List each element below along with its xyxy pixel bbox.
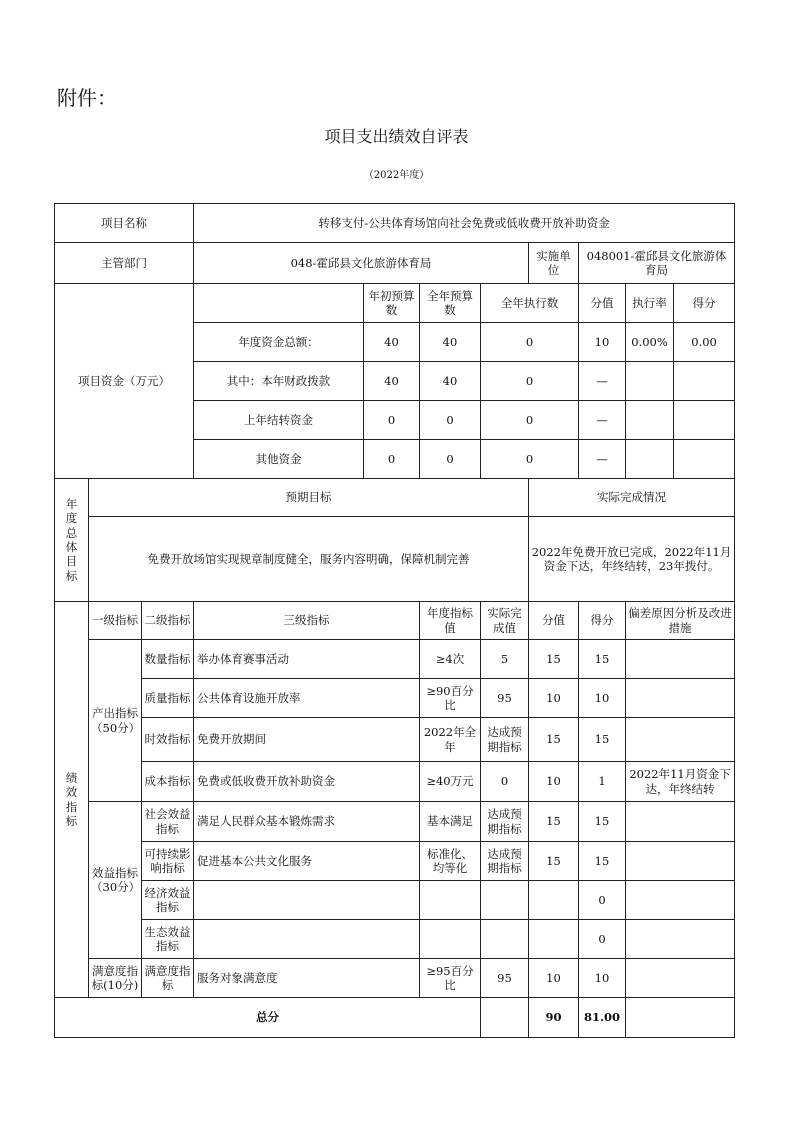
group-satisfaction: 满意度指标(10分) xyxy=(89,959,142,998)
actual-cell xyxy=(481,881,529,920)
level2-cell: 数量指标 xyxy=(142,640,194,679)
target-cell xyxy=(420,881,481,920)
page-title: 项目支出绩效自评表 xyxy=(324,127,469,146)
level2-cell: 生态效益指标 xyxy=(142,920,194,959)
score-cell: 0 xyxy=(579,881,626,920)
value-cell: 15 xyxy=(529,842,579,881)
header-level3: 三级指标 xyxy=(194,602,420,640)
target-cell: ≥90百分比 xyxy=(420,679,481,718)
level2-cell: 满意度指标 xyxy=(142,959,194,998)
deviation-cell xyxy=(626,718,735,762)
group-output: 产出指标（50分） xyxy=(89,640,142,802)
target-cell: 2022年全年 xyxy=(420,718,481,762)
level3-cell: 公共体育设施开放率 xyxy=(194,679,420,718)
level2-cell: 时效指标 xyxy=(142,718,194,762)
actual-cell xyxy=(481,920,529,959)
level3-cell: 举办体育赛事活动 xyxy=(194,640,420,679)
value-cell: 15 xyxy=(529,640,579,679)
deviation-cell xyxy=(626,881,735,920)
funds-header-value: 分值 xyxy=(579,284,626,323)
value-cell xyxy=(529,881,579,920)
target-cell: ≥4次 xyxy=(420,640,481,679)
deviation-cell xyxy=(626,959,735,998)
goal-actual-header: 实际完成情况 xyxy=(529,479,735,517)
funds-row-label: 其中：本年财政拨款 xyxy=(194,362,364,401)
actual-cell: 达成预期指标 xyxy=(481,718,529,762)
funds-label: 项目资金（万元） xyxy=(55,284,194,479)
level2-cell: 社会效益指标 xyxy=(142,802,194,842)
actual-cell: 达成预期指标 xyxy=(481,842,529,881)
funds-header-annual: 全年预算数 xyxy=(420,284,481,323)
value-cell: 10 xyxy=(529,679,579,718)
target-cell: ≥95百分比 xyxy=(420,959,481,998)
funds-row-label: 其他资金 xyxy=(194,440,364,479)
performance-table: 项目名称 转移支付-公共体育场馆向社会免费或低收费开放补助资金 主管部门 048-霍邱县文化旅游体育局 实施单位 048001-霍邱县文化旅游体育局 项目资金（万元） 年初预算数 全年预算数 全年执行数 分值 执行率 得分 年度资金总额： 40 40 0 10 0.00% 0.00 其中：本年财政拨款 40 40 0 — 上年结转资金 0 0 0 — 其他资金 0 0 0 — 年 度 总 体 目 标 预期目标 实际完成情况 免费开放场馆实现规章制度健全，服务内容明确，保障机制完善 2022年免费开放已完成，2022年11月资金下达，年终结转，23年拨付。 绩 效 指 标 一级指标 二级指标 三级指标 年度指标值 实际完成值 分值 得分 偏差原因分析及改进措施 产出指标（50分） 数量指标 举办体育赛事活动 ≥4次 5 15 15 质量指标 公共体育设施开放率 ≥90百分比 95 10 10 时效指标 免费开放期间 2022年全年 达成预期指标 15 15 成本指标 免费或低收费开放补助资金 ≥40万元 0 10 1 2022年11月资金下达，年终结转 效益指标（30分） 社会效益指标 满足人民群众基本锻炼需求 基本满足 达成预期指标 15 15 可持续影响指标 促进基本公共文化服务 标准化、均等化 达成预期指标 15 15 经济效益指标 0 生态效益指标 0 满意度指标(10分) 满意度指标 服务对象满意度 ≥95百分比 95 10 10 总分 90 81.00 xyxy=(54,203,735,1038)
level3-cell: 促进基本公共文化服务 xyxy=(194,842,420,881)
actual-cell: 95 xyxy=(481,959,529,998)
score-cell: 15 xyxy=(579,640,626,679)
funds-header-executed: 全年执行数 xyxy=(481,284,579,323)
funds-header-score: 得分 xyxy=(674,284,735,323)
funds-row-label: 年度资金总额： xyxy=(194,323,364,362)
deviation-cell xyxy=(626,679,735,718)
header-level2: 二级指标 xyxy=(142,602,194,640)
actual-cell: 95 xyxy=(481,679,529,718)
project-name-label: 项目名称 xyxy=(55,204,194,243)
level3-cell: 服务对象满意度 xyxy=(194,959,420,998)
report-year: （2022年度） xyxy=(363,170,430,181)
level2-cell: 经济效益指标 xyxy=(142,881,194,920)
header-deviation: 偏差原因分析及改进措施 xyxy=(626,602,735,640)
goal-expected: 免费开放场馆实现规章制度健全，服务内容明确，保障机制完善 xyxy=(89,517,529,602)
actual-cell: 5 xyxy=(481,640,529,679)
score-cell: 10 xyxy=(579,679,626,718)
deviation-cell: 2022年11月资金下达，年终结转 xyxy=(626,762,735,802)
header-target: 年度指标值 xyxy=(420,602,481,640)
dept-value: 048-霍邱县文化旅游体育局 xyxy=(194,243,529,284)
deviation-cell xyxy=(626,842,735,881)
header-actual: 实际完成值 xyxy=(481,602,529,640)
dept-label: 主管部门 xyxy=(55,243,194,284)
score-cell: 15 xyxy=(579,718,626,762)
total-score: 81.00 xyxy=(579,998,626,1038)
deviation-cell xyxy=(626,920,735,959)
total-label: 总分 xyxy=(55,998,481,1038)
value-cell xyxy=(529,920,579,959)
value-cell: 15 xyxy=(529,802,579,842)
target-cell: 标准化、均等化 xyxy=(420,842,481,881)
actual-cell: 0 xyxy=(481,762,529,802)
value-cell: 10 xyxy=(529,959,579,998)
project-name-value: 转移支付-公共体育场馆向社会免费或低收费开放补助资金 xyxy=(194,204,735,243)
score-cell: 10 xyxy=(579,959,626,998)
goal-expected-header: 预期目标 xyxy=(89,479,529,517)
impl-value: 048001-霍邱县文化旅游体育局 xyxy=(579,243,735,284)
header-level1: 一级指标 xyxy=(89,602,142,640)
value-cell: 10 xyxy=(529,762,579,802)
deviation-cell xyxy=(626,640,735,679)
value-cell: 15 xyxy=(529,718,579,762)
deviation-cell xyxy=(626,802,735,842)
funds-header-initial: 年初预算数 xyxy=(364,284,420,323)
level2-cell: 质量指标 xyxy=(142,679,194,718)
perf-label: 绩 效 指 标 xyxy=(55,602,89,998)
level3-cell xyxy=(194,920,420,959)
level2-cell: 成本指标 xyxy=(142,762,194,802)
impl-label: 实施单位 xyxy=(529,243,579,284)
funds-header-rate: 执行率 xyxy=(626,284,674,323)
level3-cell xyxy=(194,881,420,920)
group-benefit: 效益指标（30分） xyxy=(89,802,142,959)
level3-cell: 免费开放期间 xyxy=(194,718,420,762)
target-cell: ≥40万元 xyxy=(420,762,481,802)
total-value: 90 xyxy=(529,998,579,1038)
funds-row-label: 上年结转资金 xyxy=(194,401,364,440)
level3-cell: 免费或低收费开放补助资金 xyxy=(194,762,420,802)
level2-cell: 可持续影响指标 xyxy=(142,842,194,881)
score-cell: 15 xyxy=(579,842,626,881)
header-score: 得分 xyxy=(579,602,626,640)
target-cell: 基本满足 xyxy=(420,802,481,842)
goal-label: 年 度 总 体 目 标 xyxy=(55,479,89,602)
attachment-label: 附件： xyxy=(57,86,117,110)
target-cell xyxy=(420,920,481,959)
score-cell: 1 xyxy=(579,762,626,802)
score-cell: 15 xyxy=(579,802,626,842)
goal-actual: 2022年免费开放已完成，2022年11月资金下达，年终结转，23年拨付。 xyxy=(529,517,735,602)
score-cell: 0 xyxy=(579,920,626,959)
header-score-value: 分值 xyxy=(529,602,579,640)
level3-cell: 满足人民群众基本锻炼需求 xyxy=(194,802,420,842)
actual-cell: 达成预期指标 xyxy=(481,802,529,842)
